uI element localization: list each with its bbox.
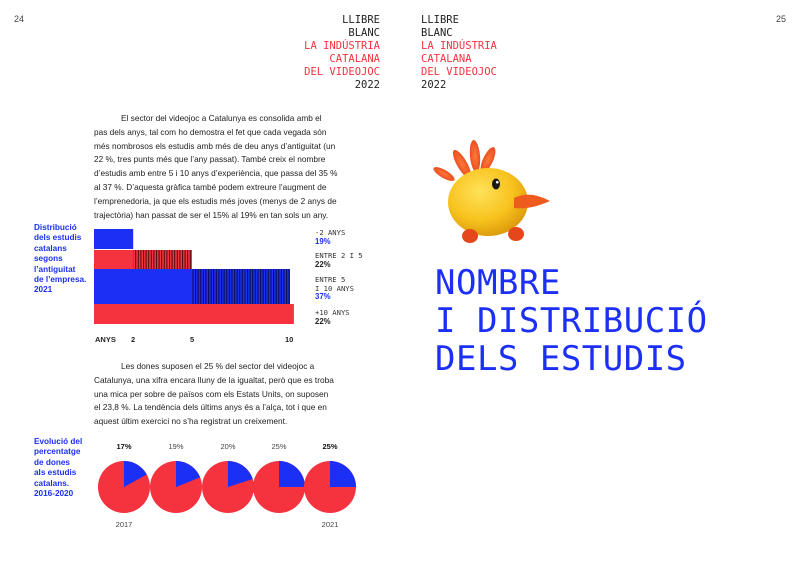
masthead-line: BLANC bbox=[421, 27, 453, 39]
text-line: trajectòria) han passat de ser el 15% al 19% en tan sols un any. bbox=[94, 209, 329, 220]
chart-title-line: als estudis bbox=[34, 468, 77, 478]
masthead-line: LA INDÚSTRIA bbox=[304, 40, 380, 52]
bar-value-label: 19% bbox=[315, 236, 331, 246]
chart-title-line: catalans. bbox=[34, 478, 70, 488]
text-line: el 23,8 %. La tendència dels últims anys és a l’alça, tot i que en bbox=[94, 402, 327, 413]
chart-title-line: 2016-2020 bbox=[34, 489, 74, 499]
masthead-line: BLANC bbox=[348, 27, 380, 39]
page-number-right: 25 bbox=[776, 14, 787, 24]
text-line: al 37 %. D’aquesta gràfica també podem extreure l’augment de bbox=[94, 181, 327, 192]
bar-category-label: ENTRE 5 bbox=[315, 275, 346, 284]
pie-year-label: 2017 bbox=[115, 520, 133, 529]
section-title-line: I DISTRIBUCIÓ bbox=[435, 301, 708, 341]
bar-category-label: +10 ANYS bbox=[315, 308, 350, 317]
chart-title-line: Distribució bbox=[34, 223, 77, 232]
masthead-line: DEL VIDEOJOC bbox=[421, 66, 497, 78]
text-line: pas dels anys, tal com ho demostra el fet que cada vegada són bbox=[94, 126, 327, 137]
axis-tick: 5 bbox=[190, 335, 195, 344]
pie-slice-women bbox=[330, 461, 356, 487]
pie-percent-label: 20% bbox=[220, 442, 236, 451]
chart-title-line: Evolució del bbox=[34, 437, 83, 446]
bar-category-label: I 10 ANYS bbox=[315, 283, 354, 293]
bar-value-label: 22% bbox=[315, 259, 331, 269]
chart-title-line: percentatge bbox=[34, 447, 81, 457]
masthead-line: DEL VIDEOJOC bbox=[304, 66, 380, 78]
masthead-line: CATALANA bbox=[421, 53, 472, 65]
text-line: El sector del videojoc a Catalunya es consolida amb el bbox=[121, 113, 322, 123]
text-line: Catalunya, una xifra encara lluny de la igualtat, però que es troba bbox=[94, 374, 334, 385]
text-line: una mica per sobre de països com els Estats Units, on suposen bbox=[94, 388, 329, 399]
chart-title-line: catalans bbox=[34, 243, 67, 253]
pie-percent-label: 17% bbox=[116, 442, 132, 451]
text-line: d’estudis amb entre 5 i 10 anys d’experiència, que passa del 35 % bbox=[94, 168, 338, 179]
pie-percent-label: 25% bbox=[322, 442, 338, 451]
text-line: més nombrosos els estudis amb més de deu anys d’antiguitat (un bbox=[94, 140, 336, 151]
axis-tick: 10 bbox=[285, 335, 294, 344]
bar-value-label: 37% bbox=[315, 292, 331, 301]
bar-category-label: ENTRE 2 I 5 bbox=[315, 251, 363, 260]
section-title-line: DELS ESTUDIS bbox=[435, 339, 687, 379]
masthead-line: LLIBRE bbox=[342, 14, 380, 26]
masthead-line: LLIBRE bbox=[421, 14, 459, 26]
chart-title-line: 2021 bbox=[34, 285, 53, 295]
masthead-line: 2022 bbox=[354, 79, 380, 91]
text-line: Les dones suposen el 25 % del sector del videojoc a bbox=[121, 361, 315, 371]
text-line: aquest últim exercici no s’ha registrat un creixement. bbox=[94, 416, 288, 427]
section-title bbox=[435, 264, 708, 378]
pie-percent-label: 19% bbox=[168, 442, 184, 451]
masthead-line: CATALANA bbox=[329, 53, 380, 65]
bar-value-label: 22% bbox=[315, 316, 331, 326]
masthead-line: 2022 bbox=[421, 79, 447, 91]
section-title-line: NOMBRE bbox=[435, 263, 561, 303]
masthead-line: LA INDÚSTRIA bbox=[421, 40, 497, 52]
chart-title-line: de l’empresa. bbox=[34, 275, 87, 285]
chart-title-line: de dones bbox=[34, 457, 70, 467]
page-number-left: 24 bbox=[14, 14, 25, 24]
pie-slice-women bbox=[279, 461, 305, 487]
pie-percent-label: 25% bbox=[271, 442, 287, 451]
chart-title-line: segons bbox=[34, 254, 63, 264]
chart-title-line: l’antiguitat bbox=[34, 264, 76, 274]
yellow-bird-mascot-icon bbox=[430, 138, 555, 253]
text-line: 22 %, tres punts més que l’any passat). També creix el nombre bbox=[94, 154, 326, 165]
pie-year-label: 2021 bbox=[321, 520, 339, 529]
text-line: l’emprenedoria, ja que els estudis més joves (menys de 2 anys de bbox=[94, 195, 337, 206]
bar-category-label: -2 ANYS bbox=[315, 228, 346, 237]
chart-title-line: dels estudis bbox=[34, 233, 82, 243]
axis-tick: 2 bbox=[131, 335, 136, 344]
axis-label: ANYS bbox=[95, 335, 116, 344]
